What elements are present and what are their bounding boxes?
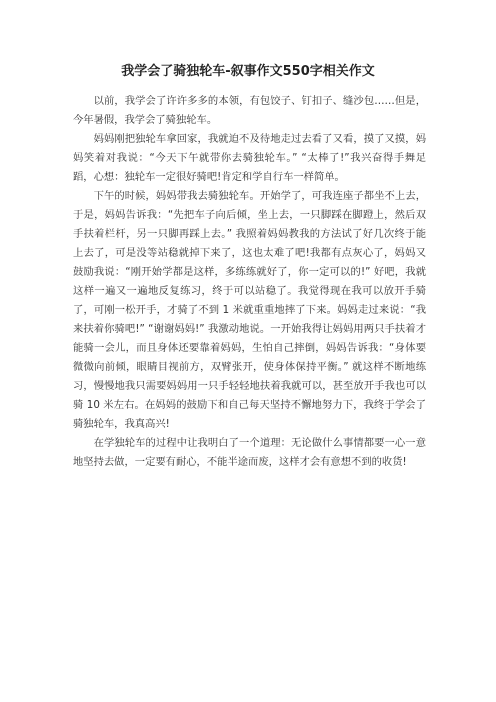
- paragraph-2: 妈妈刚把独轮车拿回家，我就迫不及待地走过去看了又看，摸了又摸，妈妈笑着对我说：“今天下午就带你去骑独轮车。” “太棒了!”我兴奋得手舞足蹈，心想：独轮车一定很好骑吧!肯定和学自行车一样简单。: [73, 133, 426, 183]
- document-body: [73, 92, 426, 472]
- paragraph-3: 下午的时候，妈妈带我去骑独轮车。开始学了，可我连座子都坐不上去，于是，妈妈告诉我：“先把车子向后倾，坐上去，一只脚踩在脚蹬上，然后双手扶着栏杆，另一只脚再踩上去。” 我照着妈妈教我的方法试了好几次终于能上去了，可是没等站稳就掉下来了，这也太难了吧!我都有点灰心了，妈妈又鼓励我说：“刚开始学都是这样，多练练就好了，你一定可以的!” 好吧，我就这样一遍又一遍地反复练习，终于可以站稳了。我觉得现在我可以放开手骑了，可刚一松开手，才骑了不到 1 米就重重地摔了下来。妈妈走过来说：“我来扶着你骑吧!” “谢谢妈妈!” 我激动地说。一开始我得让妈妈用两只手扶着才能骑一会儿，而且身体还要靠着妈妈，生怕自己摔倒，妈妈告诉我：“身体要微微向前倾，眼睛目视前方，双臂张开，使身体保持平衡。” 就这样不断地练习，慢慢地我只需要妈妈用一只手轻轻地扶着我就可以，甚至放开手我也可以骑 10 米左右。在妈妈的鼓励下和自己每天坚持不懈地努力下，我终于学会了骑独轮车，我真高兴!: [73, 190, 426, 430]
- paragraph-4: 在学独轮车的过程中让我明白了一个道理：无论做什么事情都要一心一意地坚持去做，一定要有耐心，不能半途而废，这样才会有意想不到的收货!: [73, 437, 426, 468]
- document-title: 我学会了骑独轮车-叙事作文550字相关作文: [121, 64, 375, 79]
- paragraph-1: 以前，我学会了许许多多的本领，有包饺子、钉扣子、缝沙包……但是，今年暑假，我学会了骑独轮车。: [73, 95, 426, 126]
